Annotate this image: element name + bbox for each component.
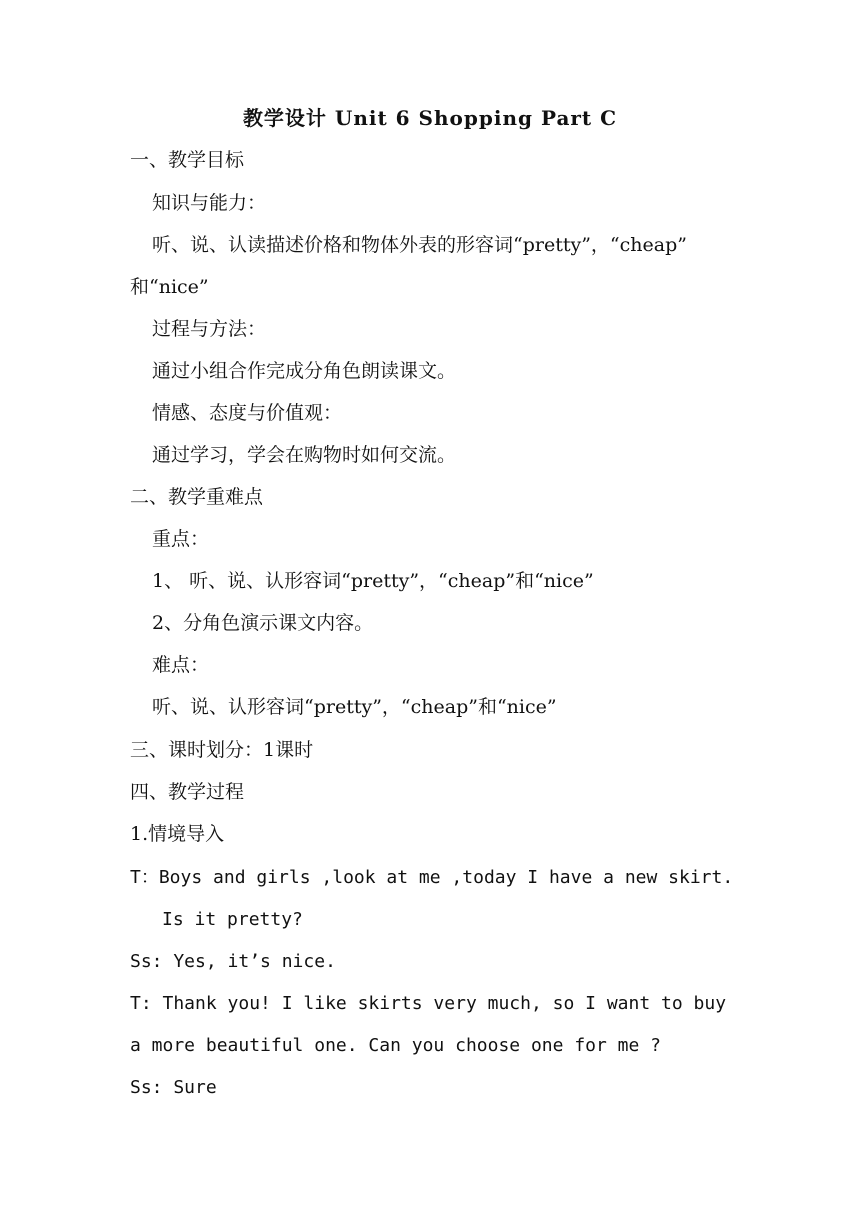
- section-heading-lessons: 三、课时划分：1课时: [130, 739, 314, 761]
- dialogue-line: Is it pretty?: [162, 909, 303, 930]
- subsection-heading: 1.情境导入: [130, 823, 225, 845]
- dialogue-line: Ss: Sure: [130, 1077, 217, 1098]
- subheading-key: 重点：: [152, 528, 210, 550]
- list-item: 1、 听、说、认形容词“pretty”，“cheap”和“nice”: [152, 570, 594, 592]
- dialogue-line: a more beautiful one. Can you choose one for me ?: [130, 1035, 662, 1056]
- subheading-difficult: 难点：: [152, 654, 210, 676]
- dialogue-line: Ss: Yes, it’s nice.: [130, 951, 336, 972]
- section-heading-key-points: 二、教学重难点: [130, 486, 264, 508]
- paragraph-line: 听、说、认形容词“pretty”，“cheap”和“nice”: [152, 696, 557, 718]
- section-heading-objectives: 一、教学目标: [130, 149, 245, 171]
- dialogue-line: T：Boys and girls ,look at me ,today I have a new skirt.: [130, 867, 734, 888]
- paragraph-line: 通过小组合作完成分角色朗读课文。: [152, 360, 457, 382]
- dialogue-line: T: Thank you! I like skirts very much, so I want to buy: [130, 993, 727, 1014]
- document-title: 教学设计 Unit 6 Shopping Part C: [242, 106, 618, 130]
- paragraph-line: 听、说、认读描述价格和物体外表的形容词“pretty”，“cheap”: [152, 234, 687, 256]
- subheading-knowledge: 知识与能力：: [152, 192, 267, 214]
- subheading-process: 过程与方法：: [152, 318, 267, 340]
- section-heading-process: 四、教学过程: [130, 781, 245, 803]
- list-item: 2、分角色演示课文内容。: [152, 612, 374, 634]
- paragraph-line: 通过学习，学会在购物时如何交流。: [152, 444, 457, 466]
- subheading-attitude: 情感、态度与价值观：: [152, 402, 343, 424]
- paragraph-line: 和“nice”: [130, 276, 209, 298]
